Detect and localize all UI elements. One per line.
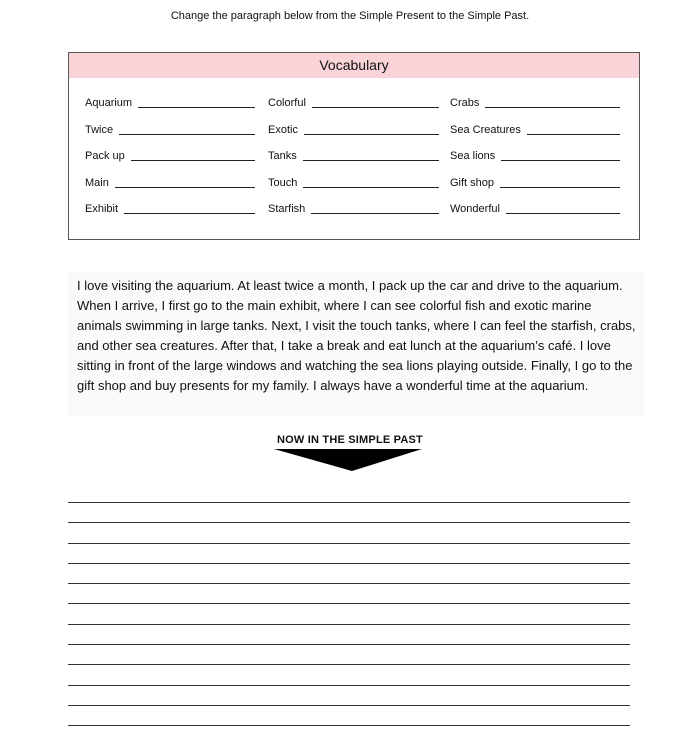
vocab-word: Aquarium bbox=[85, 97, 133, 109]
vocab-answer-blank[interactable] bbox=[119, 122, 255, 135]
writing-line[interactable] bbox=[68, 644, 630, 664]
writing-line[interactable] bbox=[68, 603, 630, 623]
vocab-word: Twice bbox=[85, 123, 114, 136]
vocab-item bbox=[450, 95, 620, 122]
writing-line[interactable] bbox=[68, 705, 630, 725]
vocab-column-1 bbox=[85, 95, 255, 228]
arrow-label: NOW IN THE SIMPLE PAST bbox=[277, 434, 423, 446]
vocab-item bbox=[85, 122, 255, 149]
vocab-item bbox=[450, 122, 620, 149]
writing-line[interactable] bbox=[68, 543, 630, 563]
vocab-answer-blank[interactable] bbox=[303, 148, 439, 161]
vocab-item bbox=[268, 148, 439, 175]
instruction-text: Change the paragraph below from the Simple Present to the Simple Past. bbox=[170, 10, 530, 22]
vocab-answer-blank[interactable] bbox=[304, 122, 439, 135]
vocab-item bbox=[450, 201, 620, 228]
vocab-word: Starfish bbox=[268, 203, 306, 215]
writing-line[interactable] bbox=[68, 522, 630, 542]
vocab-answer-blank[interactable] bbox=[312, 95, 439, 108]
vocab-column-2 bbox=[268, 95, 439, 228]
simple-present-paragraph: I love visiting the aquarium. At least twice a month, I pack up the car and drive to the aquarium. When I arrive, I first go to the main exhibit, where I can see colorful fish and exotic marine animals swimming in large tanks. Next, I visit the touch tanks, where I can feel the starfish, crabs, and other sea creatures. After that, I take a break and eat lunch at the aquarium’s café. I love sitting in front of the large windows and watching the sea lions playing outside. Finally, I go to the gift shop and buy presents for my family. I always have a wonderful time at the aquarium. bbox=[68, 272, 644, 416]
vocab-item bbox=[268, 175, 439, 202]
vocab-item bbox=[85, 148, 255, 175]
vocab-word: Sea lions bbox=[450, 150, 496, 162]
vocab-item bbox=[85, 95, 255, 122]
vocab-word: Sea Creatures bbox=[450, 123, 521, 136]
vocab-word: Pack up bbox=[85, 150, 125, 162]
vocab-item bbox=[268, 201, 439, 228]
vocab-item bbox=[450, 175, 620, 202]
vocabulary-title: Vocabulary bbox=[69, 53, 639, 78]
answer-writing-area[interactable] bbox=[68, 502, 630, 746]
vocab-word: Main bbox=[85, 176, 109, 189]
vocab-answer-blank[interactable] bbox=[115, 175, 255, 188]
vocab-answer-blank[interactable] bbox=[485, 95, 620, 108]
down-arrow-icon bbox=[272, 447, 424, 473]
vocab-answer-blank[interactable] bbox=[131, 148, 255, 161]
vocab-word: Colorful bbox=[268, 97, 306, 109]
vocab-answer-blank[interactable] bbox=[501, 148, 620, 161]
vocab-answer-blank[interactable] bbox=[527, 122, 620, 135]
vocab-word: Crabs bbox=[450, 97, 480, 109]
vocab-item bbox=[450, 148, 620, 175]
vocab-word: Exhibit bbox=[85, 203, 119, 215]
vocab-word: Tanks bbox=[268, 150, 297, 162]
vocabulary-box bbox=[68, 52, 640, 240]
writing-line[interactable] bbox=[68, 583, 630, 603]
vocab-column-3 bbox=[450, 95, 620, 228]
vocab-word: Gift shop bbox=[450, 176, 495, 189]
vocab-word: Wonderful bbox=[450, 203, 500, 215]
vocab-word: Exotic bbox=[268, 123, 298, 136]
vocab-item bbox=[268, 122, 439, 149]
vocab-answer-blank[interactable] bbox=[311, 201, 439, 214]
vocab-answer-blank[interactable] bbox=[124, 201, 255, 214]
writing-line[interactable] bbox=[68, 725, 630, 745]
writing-line[interactable] bbox=[68, 664, 630, 684]
writing-line[interactable] bbox=[68, 624, 630, 644]
vocab-item bbox=[268, 95, 439, 122]
writing-line[interactable] bbox=[68, 502, 630, 522]
vocab-answer-blank[interactable] bbox=[138, 95, 255, 108]
vocab-answer-blank[interactable] bbox=[500, 175, 620, 188]
vocab-answer-blank[interactable] bbox=[303, 175, 439, 188]
vocab-word: Touch bbox=[268, 176, 298, 189]
writing-line[interactable] bbox=[68, 685, 630, 705]
vocab-item bbox=[85, 201, 255, 228]
vocab-item bbox=[85, 175, 255, 202]
writing-line[interactable] bbox=[68, 563, 630, 583]
vocab-answer-blank[interactable] bbox=[506, 201, 620, 214]
